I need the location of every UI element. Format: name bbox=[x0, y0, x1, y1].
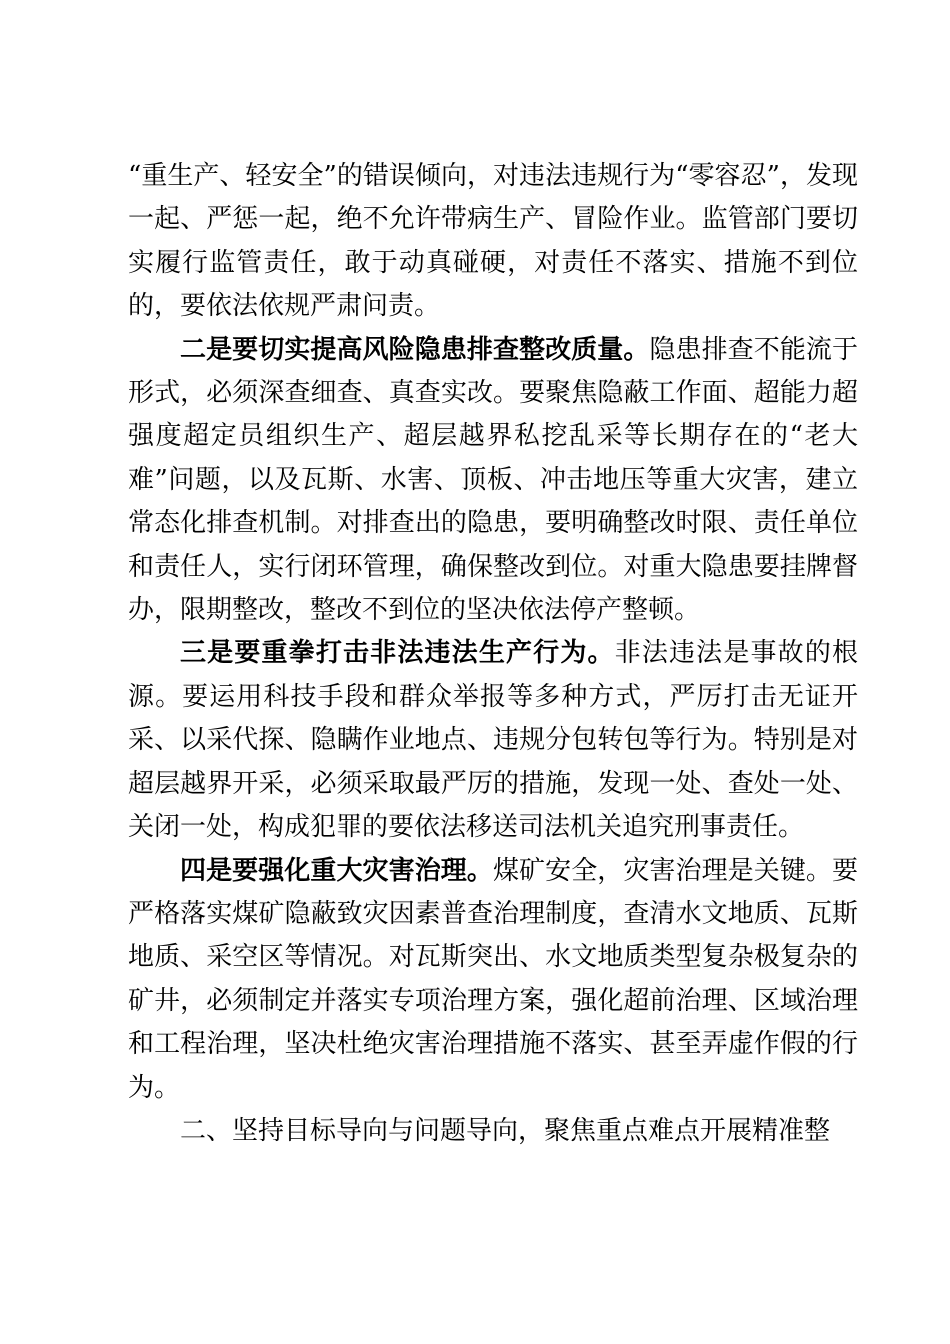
body-text bbox=[128, 155, 858, 1153]
paragraph-disaster-control bbox=[128, 850, 858, 1110]
paragraph-text: 非法违法是事故的根源。要运用科技手段和群众举报等多种方式，严厉打击无证开采、以采代探、隐瞒作业地点、违规分包转包等行为。特别是对超层越界开采，必须采取最严厉的措施，发现一处、查处一处、关闭一处，构成犯罪的要依法移送司法机关追究刑事责任。 bbox=[128, 638, 858, 843]
paragraph-text: “重生产、轻安全”的错误倾向，对违法违规行为“零容忍”，发现一起、严惩一起，绝不允许带病生产、冒险作业。监管部门要切实履行监管责任，敢于动真碰硬，对责任不落实、措施不到位的，要依法依规严肃问责。 bbox=[128, 161, 858, 322]
paragraph-risk-hazard bbox=[128, 329, 858, 633]
paragraph-heading: 二是要切实提高风险隐患排查整改质量。 bbox=[180, 334, 650, 365]
paragraph-text: 隐患排查不能流于形式，必须深查细查、真查实改。要聚焦隐蔽工作面、超能力超强度超定员组织生产、超层越界私挖乱采等长期存在的“老大难”问题，以及瓦斯、水害、顶板、冲击地压等重大灾害，建立常态化排查机制。对排查出的隐患，要明确整改时限、责任单位和责任人，实行闭环管理，确保整改到位。对重大隐患要挂牌督办，限期整改，整改不到位的坚决依法停产整顿。 bbox=[128, 334, 858, 626]
section-heading-two bbox=[128, 1110, 858, 1153]
paragraph-illegal-production bbox=[128, 632, 858, 849]
paragraph-heading: 四是要强化重大灾害治理。 bbox=[180, 855, 493, 886]
paragraph-text: 煤矿安全，灾害治理是关键。要严格落实煤矿隐蔽致灾因素普查治理制度，查清水文地质、瓦斯地质、采空区等情况。对瓦斯突出、水文地质类型复杂极复杂的矿井，必须制定并落实专项治理方案，强化超前治理、区域治理和工程治理，坚决杜绝灾害治理措施不落实、甚至弄虚作假的行为。 bbox=[128, 855, 858, 1103]
paragraph-heading: 三是要重拳打击非法违法生产行为。 bbox=[180, 638, 615, 669]
paragraph-text: 二、坚持目标导向与问题导向，聚焦重点难点开展精准整 bbox=[180, 1115, 831, 1146]
paragraph-continued bbox=[128, 155, 858, 329]
